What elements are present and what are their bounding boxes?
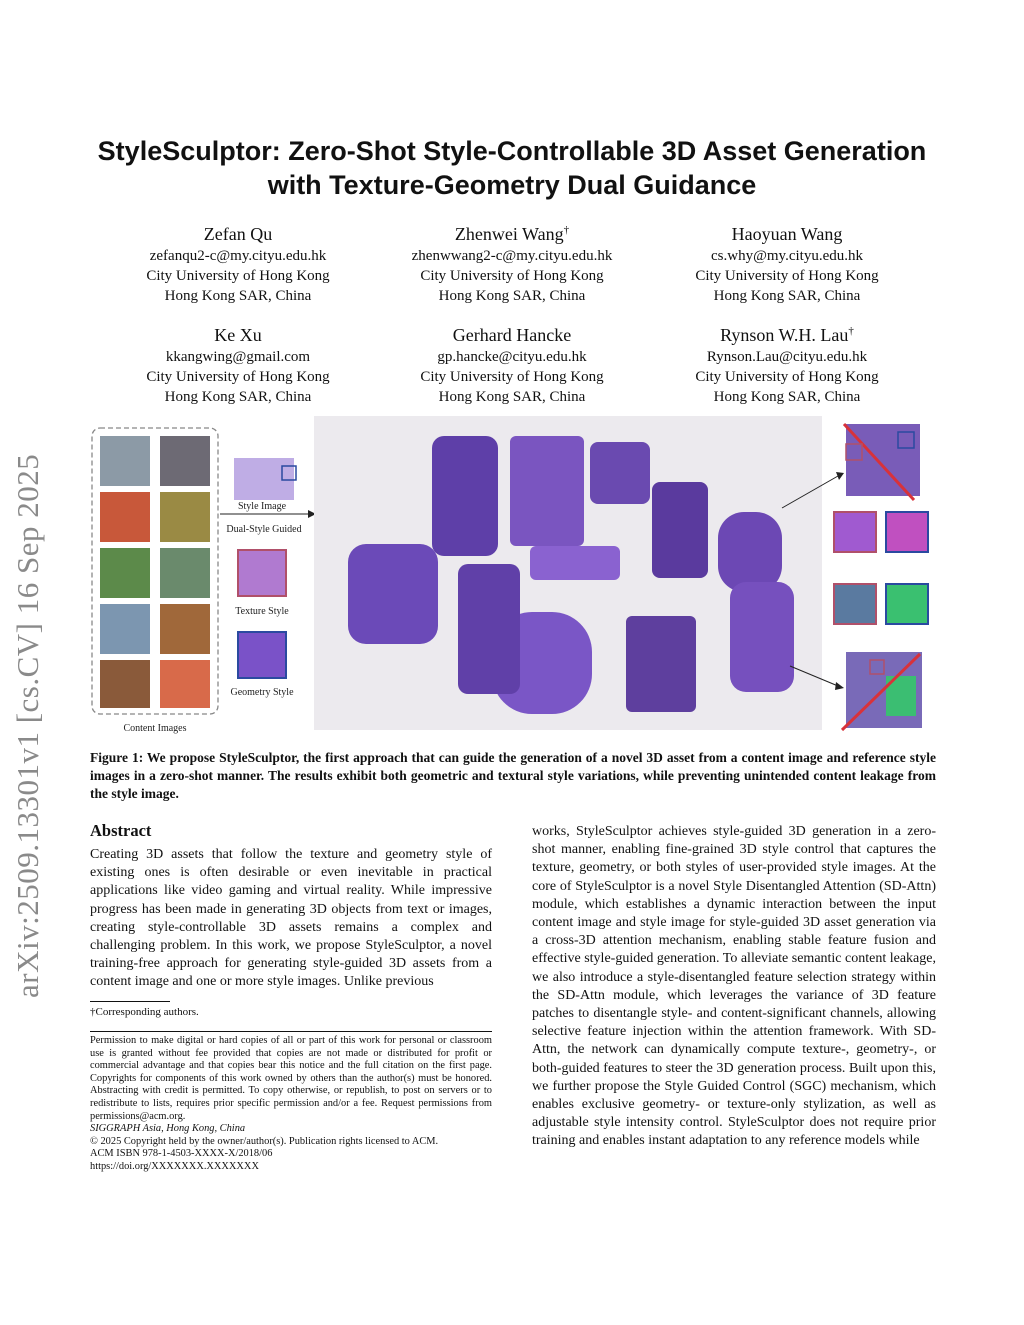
author-name: Zhenwei Wang	[454, 224, 564, 244]
abstract-text-left: Creating 3D assets that follow the texture and geometry style of existing ones is often desirable or even inevitable in practical applications like video gaming and virtual reality. While impressive progress has been made in generating 3D objects from text or images, creating style-controllable 3D assets remains a complex and challenging problem. In this work, we propose StyleSculptor, a novel training-free approach for generating style-guided 3D assets from a content image and one or more style images. Unlike previous	[90, 847, 492, 990]
author-mark: †	[563, 224, 570, 236]
author-affiliation: City University of Hong Kong	[695, 369, 879, 385]
author-block	[372, 319, 652, 407]
texture-only-example	[842, 652, 922, 730]
author-name: Gerhard Hancke	[452, 325, 572, 345]
author-email: gp.hancke@cityu.edu.hk	[437, 349, 587, 365]
author-block	[372, 218, 652, 306]
texture-example-thumb	[834, 512, 876, 552]
permission-text: Permission to make digital or hard copies of all or part of this work for personal or classroom use is granted without fee provided that copies are not made or distributed for profit or commercial advantage and that copies bear this notice and the full citation on the first page. Copyrights for components of this work owned by others than the author(s) must be honored. Abstracting with credit is permitted. To copy otherwise, or republish, to post on servers or to redistribute to lists, requires prior specific permission and/or a fee. Request permissions from permissions@acm.org.	[90, 1035, 492, 1122]
author-email: kkangwing@gmail.com	[165, 349, 311, 365]
figure-caption: Figure 1: We propose StyleSculptor, the first approach that can guide the generation of a novel 3D asset from a content image and reference style images in a zero-shot manner. The results exhibit both geometric and textural style variations, while preventing unintended content leakage from the style image.	[90, 750, 936, 801]
geometry-style-thumbnail	[238, 632, 286, 678]
author-location: Hong Kong SAR, China	[713, 288, 861, 304]
abstract-text-right: works, StyleSculptor achieves style-guided 3D generation in a zero-shot manner, enabling fine-grained 3D style control that captures the texture, geometry, or both styles of user-provided style images. At the core of StyleSculptor is a novel Style Disentangled Attention (SD-Attn) module, which establishes a dynamic interaction between the input content image and style image for style-guided 3D asset generation via a cross-3D attention mechanism, enabling stable feature fusion and effective style-guided generation. To alleviate semantic content leakage, we also introduce a style-disentangled feature selection strategy within the SD-Attn module, which leverages the variance of 3D feature patches to disentangle style- and content-significant channels, allowing selective feature injection within the attention framework. With SD-Attn, the network can dynamically compute texture-, geometry-, or both-guided features to steer the 3D generation process. Built upon this, we further propose the Style Guided Control (SGC) mechanism, which enables exclusive geometry- or texture-only stylization, as well as adjustable style intensity control. StyleSculptor does not require prior training and enables instant adaptation to any reference models while	[532, 824, 936, 1149]
author-block	[98, 319, 378, 407]
geometry-example-thumb	[886, 512, 928, 552]
abstract-heading: Abstract	[90, 821, 152, 840]
author-location: Hong Kong SAR, China	[164, 389, 312, 405]
author-affiliation: City University of Hong Kong	[420, 369, 604, 385]
content-image-thumbnails	[100, 436, 210, 708]
permission-block	[90, 1035, 492, 1174]
author-block	[647, 319, 927, 407]
geometry-style-label: Geometry Style	[230, 687, 294, 698]
author-location: Hong Kong SAR, China	[164, 288, 312, 304]
teaser-figure	[90, 416, 938, 734]
copyright: © 2025 Copyright held by the owner/author(s). Publication rights licensed to ACM.	[90, 1135, 439, 1147]
permission-rule	[90, 1031, 492, 1032]
author-email: cs.why@my.cityu.edu.hk	[711, 248, 863, 264]
texture-style-thumbnail	[238, 550, 286, 596]
dual-style-label: Dual-Style Guided	[226, 524, 302, 535]
footnote: †Corresponding authors.	[90, 1006, 199, 1018]
style-image-label: Style Image	[237, 501, 287, 512]
author-affiliation: City University of Hong Kong	[695, 268, 879, 284]
author-name: Zefan Qu	[203, 224, 273, 244]
paper-title	[60, 134, 964, 202]
texture-example-thumb	[834, 584, 876, 624]
author-email: zhenwwang2-c@my.cityu.edu.hk	[411, 248, 613, 264]
doi: https://doi.org/XXXXXXX.XXXXXXX	[90, 1160, 259, 1172]
author-affiliation: City University of Hong Kong	[146, 268, 330, 284]
author-block	[98, 218, 378, 306]
author-location: Hong Kong SAR, China	[713, 389, 861, 405]
title-line-1: StyleSculptor: Zero-Shot Style-Controllable 3D Asset Generation	[97, 136, 927, 166]
venue: SIGGRAPH Asia, Hong Kong, China	[90, 1123, 246, 1135]
geometry-example-thumb	[886, 584, 928, 624]
author-name: Ke Xu	[214, 325, 262, 345]
isbn: ACM ISBN 978-1-4503-XXXX-X/2018/06	[90, 1148, 273, 1160]
arxiv-identifier: arXiv:2509.13301v1 [cs.CV] 16 Sep 2025	[10, 453, 45, 998]
author-affiliation: City University of Hong Kong	[146, 369, 330, 385]
author-name: Haoyuan Wang	[731, 224, 843, 244]
author-mark: †	[848, 325, 854, 337]
author-location: Hong Kong SAR, China	[438, 288, 586, 304]
content-images-label: Content Images	[123, 723, 187, 734]
author-location: Hong Kong SAR, China	[438, 389, 586, 405]
title-line-2: with Texture-Geometry Dual Guidance	[267, 170, 757, 200]
geometry-only-example	[844, 424, 920, 500]
author-name: Rynson W.H. Lau	[720, 325, 849, 345]
style-image-thumbnail	[234, 458, 294, 500]
author-email: zefanqu2-c@my.cityu.edu.hk	[149, 248, 327, 264]
texture-style-label: Texture Style	[235, 606, 289, 617]
author-email: Rynson.Lau@cityu.edu.hk	[706, 349, 868, 365]
author-affiliation: City University of Hong Kong	[420, 268, 604, 284]
footnote-rule	[90, 1001, 170, 1002]
author-block	[647, 218, 927, 306]
